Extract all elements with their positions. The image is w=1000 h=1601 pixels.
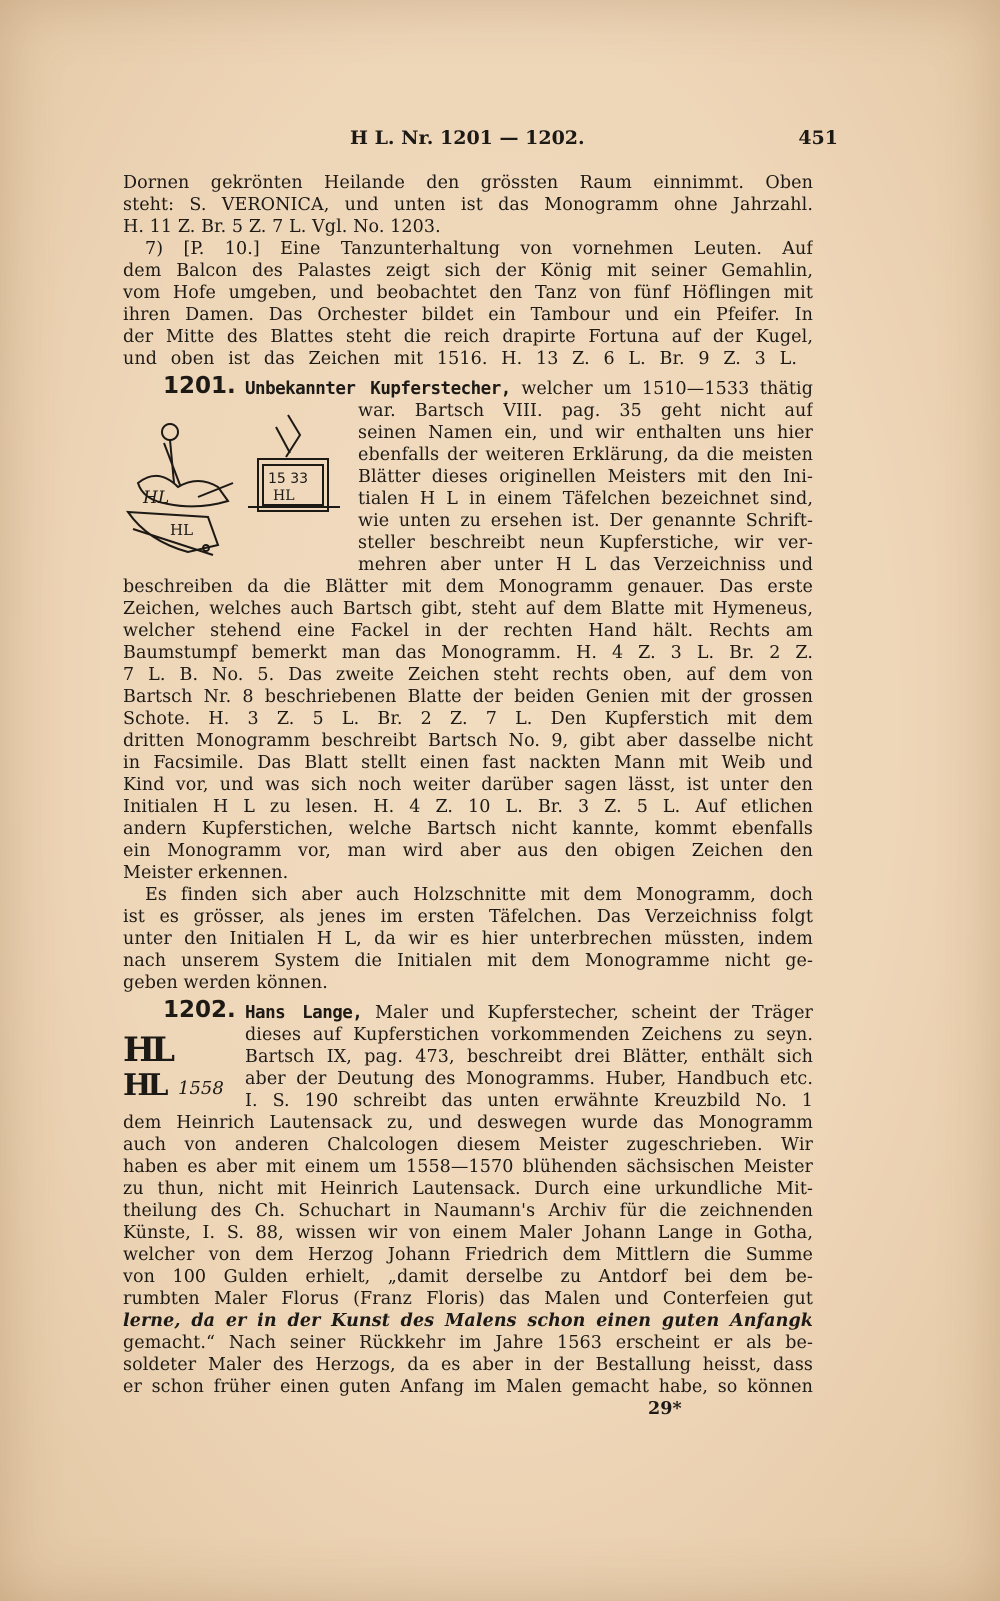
side-line: wie unten zu ersehen ist. Der genannte Schrift- bbox=[358, 511, 813, 531]
text-line: 7 L. B. No. 5. Das zweite Zeichen steht rechts oben, auf dem von bbox=[123, 665, 813, 685]
side-line: seinen Namen ein, und wir enthalten uns hier bbox=[358, 423, 813, 443]
monogram-year: 1558 bbox=[178, 1078, 224, 1099]
text-line: andern Kupferstichen, welche Bartsch nicht kannte, kommt ebenfalls bbox=[123, 819, 813, 839]
side-line: Blätter dieses originellen Meisters mit den Ini- bbox=[358, 467, 813, 487]
text-line: Dornen gekrönten Heilande den grössten Raum einnimmt. Oben bbox=[123, 173, 813, 193]
side-line: aber der Deutung des Monogramms. Huber, Handbuch etc. bbox=[245, 1069, 813, 1089]
text-line: geben werden können. bbox=[123, 973, 328, 993]
monogram-hl: HL bbox=[123, 1030, 172, 1070]
text-line: Initialen H L zu lesen. H. 4 Z. 10 L. Br. 3 Z. 5 L. Auf etlichen bbox=[123, 797, 813, 817]
text-line: welcher von dem Herzog Johann Friedrich dem Mittlern die Summe bbox=[123, 1245, 813, 1265]
artist-name: Hans Lange, bbox=[245, 1003, 363, 1023]
text-line: soldeter Maler des Herzogs, da es aber in der Bestallung heisst, dass bbox=[123, 1355, 813, 1375]
text-line: H. 11 Z. Br. 5 Z. 7 L. Vgl. No. 1203. bbox=[123, 217, 441, 237]
monogram-hl-dated: HL bbox=[123, 1068, 165, 1103]
side-line: ebenfalls der weiteren Erklärung, da die meisten bbox=[358, 445, 813, 465]
tablet-monogram-label: HL bbox=[170, 521, 194, 539]
side-line: war. Bartsch VIII. pag. 35 geht nicht auf bbox=[358, 401, 813, 421]
heading-text: welcher um 1510—1533 thätig bbox=[521, 379, 813, 399]
text-line: ein Monogramm vor, man wird aber aus den obigen Zeichen den bbox=[123, 841, 813, 861]
running-header bbox=[350, 127, 838, 153]
entry-1202-heading bbox=[245, 1002, 813, 1024]
text-line: zu thun, nicht mit Heinrich Lautensack. Durch eine urkundliche Mit- bbox=[123, 1179, 813, 1199]
monogram-figures bbox=[118, 405, 348, 580]
text-line: steht: S. VERONICA, und unten ist das Monogramm ohne Jahrzahl. bbox=[123, 195, 813, 215]
entry-number-1202: 1202. bbox=[163, 997, 236, 1023]
tablet-letters-label: HL bbox=[273, 488, 295, 504]
text-line: von 100 Gulden erhielt, „damit derselbe zu Antdorf bei dem be- bbox=[123, 1267, 813, 1287]
text-line: Meister erkennen. bbox=[123, 863, 289, 883]
text-line: Zeichen, welches auch Bartsch gibt, steht auf dem Blatte mit Hymeneus, bbox=[123, 599, 813, 619]
header-title: H L. Nr. 1201 — 1202. bbox=[350, 127, 585, 149]
text-line: beschreiben da die Blätter mit dem Monogramm genauer. Das erste bbox=[123, 577, 813, 597]
text-line: Baumstumpf bemerkt man das Monogramm. H. 4 Z. 3 L. Br. 2 Z. bbox=[123, 643, 813, 663]
text-line: Künste, I. S. 88, wissen wir von einem Maler Johann Lange in Gotha, bbox=[123, 1223, 813, 1243]
text-line: haben es aber mit einem um 1558—1570 blühenden sächsischen Meister bbox=[123, 1157, 813, 1177]
side-line: dieses auf Kupferstichen vorkommenden Zeichens zu seyn. bbox=[245, 1025, 813, 1045]
text-line: welcher stehend eine Fackel in der rechten Hand hält. Rechts am bbox=[123, 621, 813, 641]
side-line: steller beschreibt neun Kupferstiche, wir ver- bbox=[358, 533, 813, 553]
text-line: 7) [P. 10.] Eine Tanzunterhaltung von vornehmen Leuten. Auf bbox=[145, 239, 813, 259]
heading-text: Maler und Kupferstecher, scheint der Träger bbox=[374, 1003, 813, 1023]
text-line: gemacht.“ Nach seiner Rückkehr im Jahre 1563 erscheint er als be- bbox=[123, 1333, 813, 1353]
text-line: theilung des Ch. Schuchart in Naumann's Archiv für die zeichnenden bbox=[123, 1201, 813, 1221]
text-line: in Facsimile. Das Blatt stellt einen fast nackten Mann mit Weib und bbox=[123, 753, 813, 773]
text-line: dritten Monogramm beschreibt Bartsch No. 9, gibt aber dasselbe nicht bbox=[123, 731, 813, 751]
artist-name: Unbekannter Kupferstecher, bbox=[245, 379, 511, 399]
text-line: der Mitte des Blattes steht die reich drapirte Fortuna auf der Kugel, bbox=[123, 327, 813, 347]
text-line: und oben ist das Zeichen mit 1516. H. 13 Z. 6 L. Br. 9 Z. 3 L. bbox=[123, 349, 797, 369]
text-line: unter den Initialen H L, da wir es hier unterbrechen müssten, indem bbox=[123, 929, 813, 949]
text-line: rumbten Maler Florus (Franz Floris) das Malen und Conterfeien gut bbox=[123, 1289, 813, 1309]
side-line: Bartsch IX, pag. 473, beschreibt drei Blätter, enthält sich bbox=[245, 1047, 813, 1067]
side-line: mehren aber unter H L das Verzeichniss und bbox=[358, 555, 813, 575]
entry-1201-heading bbox=[245, 378, 813, 400]
side-line: tialen H L in einem Täfelchen bezeichnet sind, bbox=[358, 489, 813, 509]
text-line: ihren Damen. Das Orchester bildet ein Tambour und ein Pfeifer. In bbox=[123, 305, 813, 325]
text-line: dem Heinrich Lautensack zu, und deswegen wurde das Monogramm bbox=[123, 1113, 813, 1133]
text-line: Bartsch Nr. 8 beschriebenen Blatte der beiden Genien mit der grossen bbox=[123, 687, 813, 707]
text-line: auch von anderen Chalcologen diesem Meister zugeschrieben. Wir bbox=[123, 1135, 813, 1155]
text-line: er schon früher einen guten Anfang im Malen gemacht habe, so können bbox=[123, 1377, 813, 1397]
text-line: ist es grösser, als jenes im ersten Täfelchen. Das Verzeichniss folgt bbox=[123, 907, 813, 927]
text-line: Schote. H. 3 Z. 5 L. Br. 2 Z. 7 L. Den Kupferstich mit dem bbox=[123, 709, 813, 729]
page-number: 451 bbox=[798, 127, 838, 149]
text-line: nach unserem System die Initialen mit dem Monogramme nicht ge- bbox=[123, 951, 813, 971]
text-line: Es finden sich aber auch Holzschnitte mit dem Monogramm, doch bbox=[145, 885, 813, 905]
tree-monogram-label: HL bbox=[143, 488, 170, 508]
side-line: I. S. 190 schreibt das unten erwähnte Kreuzbild No. 1 bbox=[245, 1091, 813, 1111]
text-line: Kind vor, und was sich noch weiter darüber sagen lässt, ist unter den bbox=[123, 775, 813, 795]
text-line: lerne, da er in der Kunst des Malens schon einen guten Anfangk bbox=[123, 1311, 813, 1331]
entry-number-1201: 1201. bbox=[163, 373, 236, 399]
tablet-years-label: 15 33 bbox=[268, 471, 309, 487]
signature-mark: 29* bbox=[648, 1399, 682, 1419]
text-line: vom Hofe umgeben, und beobachtet den Tanz von fünf Höflingen mit bbox=[123, 283, 813, 303]
text-line: dem Balcon des Palastes zeigt sich der König mit seiner Gemahlin, bbox=[123, 261, 813, 281]
